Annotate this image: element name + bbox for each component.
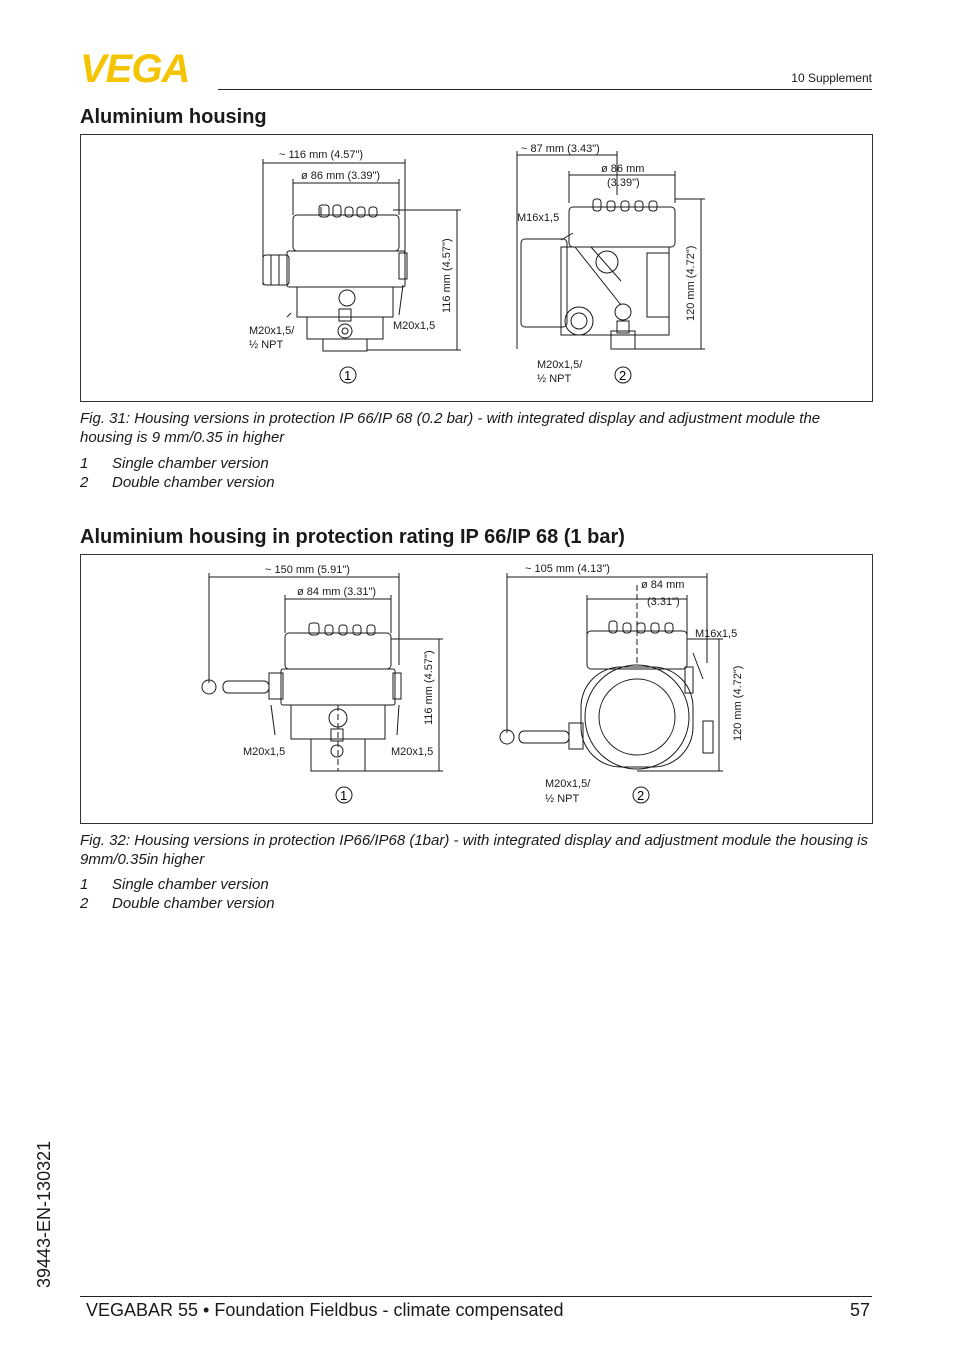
- d1-right-thread-label: M20x1,5: [393, 320, 436, 332]
- d2-top-thread-label: M16x1,5: [517, 212, 560, 224]
- footer-rule: [80, 1296, 872, 1297]
- d2-bottom-thread-label-1: M20x1,5/: [537, 359, 583, 371]
- d2-top-thread-label: M16x1,5: [695, 628, 738, 640]
- section-label: 10 Supplement: [791, 71, 872, 85]
- d1-right-thread-label: M20x1,5: [391, 746, 434, 758]
- d1-left-thread-label: M20x1,5: [243, 746, 286, 758]
- d2-width-label: ~ 87 mm (3.43"): [521, 143, 600, 155]
- section1-title: Aluminium housing: [80, 106, 267, 128]
- d1-left-thread-label-2: ½ NPT: [249, 339, 284, 351]
- d2-width-label: ~ 105 mm (4.13"): [525, 563, 610, 575]
- section2-title: Aluminium housing in protection rating IP 66/IP 68 (1 bar): [80, 526, 625, 548]
- figure-32: [80, 554, 873, 824]
- d2-diam-label-2: (3.39"): [607, 177, 640, 189]
- figure-32-drawing: [81, 555, 872, 823]
- d2-diam-label-1: ø 86 mm: [601, 163, 645, 175]
- legend-item: 1 Single chamber version: [80, 876, 269, 893]
- figure-31-label-2: 2: [619, 368, 627, 383]
- d2-diam-label-2: (3.31"): [647, 596, 680, 608]
- d1-height-label: 116 mm (4.57"): [423, 650, 435, 725]
- d1-height-label: 116 mm (4.57"): [441, 238, 453, 313]
- footer-title: VEGABAR 55 • Foundation Fieldbus - climate compensated: [86, 1300, 564, 1320]
- figure-32-caption: Fig. 32: Housing versions in protection IP66/IP68 (1bar) - with integrated display and adjustment module the housing is 9mm/0.35in higher: [80, 832, 868, 868]
- logo-text: VEGA: [80, 50, 190, 84]
- page-number: 57: [849, 1300, 870, 1320]
- figure-31-legend: [80, 454, 275, 492]
- figure-31-drawing: [81, 135, 872, 401]
- d1-left-thread-label-1: M20x1,5/: [249, 325, 295, 337]
- vega-logo: [80, 50, 212, 89]
- header-rule: [218, 89, 872, 90]
- figure-32-label-1: 1: [340, 788, 348, 803]
- d2-bottom-thread-label-1: M20x1,5/: [545, 778, 591, 790]
- legend-item: 1 Single chamber version: [80, 455, 269, 472]
- figure-32-label-2: 2: [637, 788, 645, 803]
- d1-width-label: ~ 116 mm (4.57"): [279, 149, 364, 161]
- d1-diam-label: ø 86 mm (3.39"): [301, 170, 381, 182]
- figure-31-label-1: 1: [344, 368, 352, 383]
- d2-bottom-thread-label-2: ½ NPT: [537, 373, 572, 385]
- figure-31: [80, 134, 873, 402]
- d1-width-label: ~ 150 mm (5.91"): [265, 564, 350, 576]
- d2-bottom-thread-label-2: ½ NPT: [545, 793, 580, 805]
- d2-diam-label-1: ø 84 mm: [641, 579, 685, 591]
- figure-31-caption: Fig. 31: Housing versions in protection IP 66/IP 68 (0.2 bar) - with integrated display and adjustment module the housing is 9 mm/0.35 in higher: [80, 410, 821, 446]
- document-id: 39443-EN-130321: [34, 1140, 54, 1288]
- d1-diam-label: ø 84 mm (3.31"): [297, 586, 377, 598]
- d2-height-label: 120 mm (4.72"): [685, 245, 697, 321]
- legend-item: 2 Double chamber version: [80, 895, 275, 912]
- legend-item: 2 Double chamber version: [80, 474, 275, 491]
- d2-height-label: 120 mm (4.72"): [732, 665, 744, 741]
- figure-32-legend: [80, 875, 275, 913]
